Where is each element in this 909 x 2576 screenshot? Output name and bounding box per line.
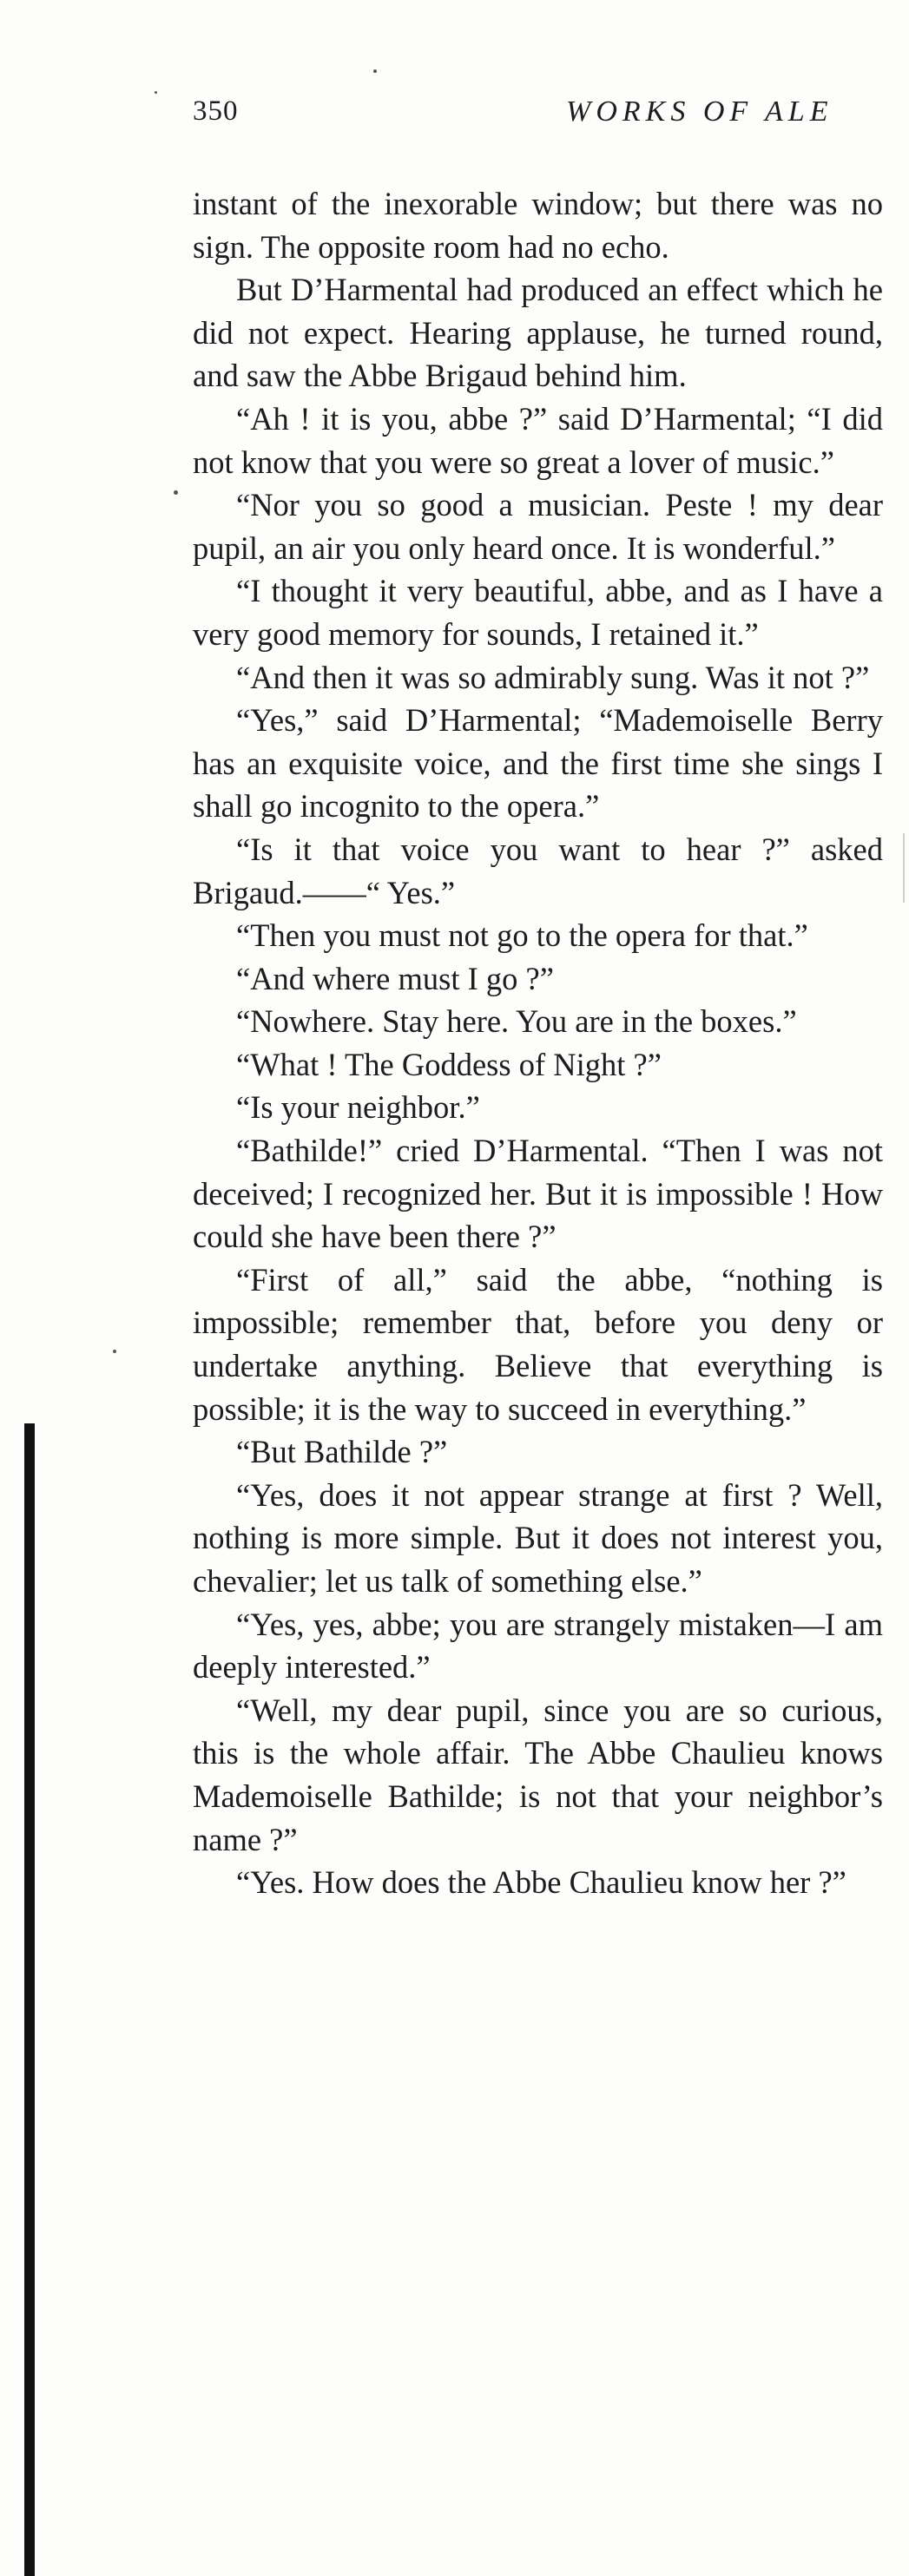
paragraph: “Nor you so good a musician. Peste ! my dear pupil, an air you only heard once. It is wonderful.” <box>193 487 883 566</box>
paragraph: “Is it that voice you want to hear ?” asked Brigaud.——“ Yes.” <box>193 831 883 910</box>
paragraph: “Yes, yes, abbe; you are strangely mistaken—I am deeply interested.” <box>193 1606 883 1686</box>
paragraph: “But Bathilde ?” <box>236 1434 448 1470</box>
paragraph: “Then you must not go to the opera for that.” <box>236 917 808 954</box>
scan-speck <box>174 490 178 495</box>
running-head: WORKS OF ALE <box>566 95 833 128</box>
paragraph: “First of all,” said the abbe, “nothing is impossible; remember that, before you deny or undertake anything. Believe that everything is possible; it is the way to succeed in everything.” <box>193 1261 883 1427</box>
paragraph: “Yes, does it not appear strange at first ? Well, nothing is more simple. But it does not interest you, chevalier; let us talk of something else.” <box>193 1476 883 1599</box>
scan-speck <box>155 91 157 94</box>
paragraph: instant of the inexorable window; but there was no sign. The opposite room had no echo. <box>193 186 883 265</box>
paragraph: “Yes,” said D’Harmental; “Mademoiselle Berry has an exquisite voice, and the first time she sings I shall go incognito to the opera.” <box>193 702 883 825</box>
paragraph: “Bathilde!” cried D’Harmental. “Then I was not deceived; I recognized her. But it is impossible ! How could she have been there ?” <box>193 1133 883 1255</box>
paragraph: “Ah ! it is you, abbe ?” said D’Harmental; “I did not know that you were so great a lover of music.” <box>193 400 883 480</box>
paragraph: “Is your neighbor.” <box>236 1089 480 1126</box>
body-text <box>193 182 883 1904</box>
page-edge-mark <box>903 833 905 903</box>
paragraph: “I thought it very beautiful, abbe, and as I have a very good memory for sounds, I retained it.” <box>193 573 883 652</box>
page-number: 350 <box>193 95 239 127</box>
paragraph: “Well, my dear pupil, since you are so curious, this is the whole affair. The Abbe Chaulieu knows Mademoiselle Bathilde; is not that your neighbor’s name ?” <box>193 1692 883 1857</box>
paragraph: “Yes. How does the Abbe Chaulieu know her ?” <box>236 1864 846 1901</box>
paragraph: “Nowhere. Stay here. You are in the boxes.” <box>236 1003 797 1040</box>
paragraph: “And then it was so admirably sung. Was it not ?” <box>236 659 870 695</box>
paragraph: “What ! The Goddess of Night ?” <box>236 1046 662 1082</box>
page-header <box>193 95 909 139</box>
scan-speck <box>373 69 377 73</box>
paragraph: “And where must I go ?” <box>236 960 554 996</box>
binding-edge-shadow <box>24 1423 35 2576</box>
scan-speck <box>113 1350 116 1353</box>
paragraph: But D’Harmental had produced an effect which he did not expect. Hearing applause, he turned round, and saw the Abbe Brigaud behind him. <box>193 272 883 394</box>
